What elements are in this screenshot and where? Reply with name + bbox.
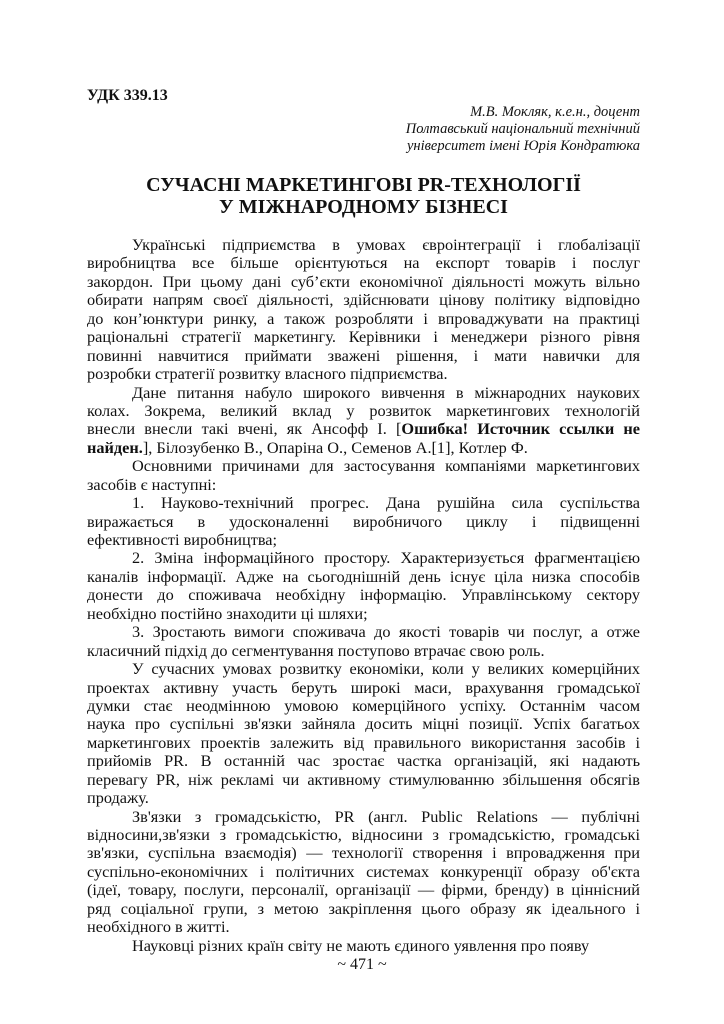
author-affiliation-2: університет імені Юрія Кондратюка — [406, 138, 640, 154]
text-line: виробництва все більше орієнтуються на експорт товарів і послуг — [87, 253, 640, 273]
title-line: СУЧАСНІ МАРКЕТИНГОВІ PR-ТЕХНОЛОГІЇ — [146, 174, 581, 196]
text-line: повинні навчитися приймати зважені рішення, і мати навички для — [87, 345, 640, 365]
text-line: Основними причинами для застосування компаніями маркетингових — [132, 456, 640, 476]
text-line: проектах активну участь беруть широкі маси, врахування громадської — [87, 677, 640, 697]
paragraph — [87, 808, 640, 937]
text-line: думки стає неодмінною умовою комерційного успіху. Останнім часом — [87, 695, 640, 715]
text-line: ряд соціальної групи, з метою закріплення цього образу як ідеального і — [87, 898, 640, 918]
text-line: ефективності виробництва; — [87, 530, 278, 549]
text-segment: ], Білозубенко В., Опаріна О., Семенов А.[1], Котлер Ф. — [142, 437, 528, 457]
text-line: колах. Зокрема, великий вклад у розвиток маркетингових технологій — [87, 400, 640, 420]
text-line: закордон. При цьому дані суб’єкти економічної діяльності можуть вільно — [87, 271, 640, 291]
paragraph — [87, 660, 640, 808]
text-line: перевагу PR, ніж рекламі чи активному стимулюванню збільшення обсягів — [87, 769, 640, 789]
article-body — [87, 236, 640, 955]
page-number: ~ 471 ~ — [337, 956, 387, 973]
text-line: 2. Зміна інформаційного простору. Характеризується фрагментацією — [132, 548, 640, 568]
text-line: Зв'язки з громадськістю, PR (англ. Public Relations — публічні — [132, 806, 640, 826]
author-affiliation-1: Полтавський національний технічний — [405, 121, 640, 137]
text-line: до кон’юнктури ринку, а також розробляти і впроваджувати на практиці — [87, 308, 640, 328]
author-name: М.В. Мокляк, к.е.н., доцент — [470, 104, 640, 120]
udk-code: УДК 339.13 — [87, 87, 168, 104]
text-line: каналів інформації. Адже на сьогоднішній день існує ціла низка способів — [87, 566, 640, 586]
text-line: У сучасних умовах розвитку економіки, коли у великих комерційних — [132, 659, 640, 679]
text-line: засобів є наступні: — [87, 474, 217, 494]
text-line: продажу. — [87, 788, 149, 808]
bold-text-segment: Ошибка! Источник ссылки не — [401, 419, 640, 439]
bold-text-segment: найден. — [87, 437, 143, 457]
paragraph — [87, 236, 640, 384]
text-line: необхідно постійно знаходити ці шляхи; — [87, 603, 368, 623]
text-line: донести до споживача необхідну інформацію. Управлінському сектору — [87, 585, 640, 605]
paragraph — [87, 457, 640, 494]
text-line: Українські підприємства в умовах євроінтеграції і глобалізації — [132, 235, 640, 254]
author-block — [406, 104, 640, 155]
text-line — [87, 420, 640, 438]
text-line: (ідеї, товару, послуги, персоналії, організації — фірми, бренду) в ціннісний — [87, 880, 640, 900]
paragraph — [87, 384, 640, 458]
text-line: маркетингових проектів залежить від правильного використання засобів і — [87, 732, 640, 752]
text-line: прийомів PR. В останній час зростає частка організацій, які надають — [87, 751, 640, 771]
paragraph — [87, 549, 640, 623]
paragraph — [87, 623, 640, 660]
text-line: відносини,зв'язки з громадськістю, відносини з громадськістю, громадські — [87, 825, 640, 844]
text-line — [87, 439, 640, 457]
paragraph — [87, 937, 640, 955]
text-line: розробки стратегії розвитку власного підприємства. — [87, 364, 448, 384]
text-line: наука про суспільні зв'язки зайняла досить міцні позиції. Успіх багатьох — [87, 714, 640, 734]
text-line: Дане питання набуло широкого вивчення в міжнародних наукових — [132, 382, 640, 402]
text-line: обирати напрям своєї діяльності, здійснювати цінову політику відповідно — [87, 290, 640, 310]
article-title — [87, 174, 640, 218]
text-line: раціональні стратегії маркетингу. Керівники і менеджери різного рівня — [87, 327, 640, 347]
text-line: 3. Зростають вимоги споживача до якості товарів чи послуг, а отже — [132, 622, 640, 642]
text-line: класичний підхід до сегментування поступово втрачає свою роль. — [87, 640, 545, 660]
text-line: зв'язки, суспільна взаємодія) — технології створення і впровадження при — [87, 843, 640, 863]
paragraph — [87, 494, 640, 549]
text-line: Науковці різних країн світу не мають єдиного уявлення про появу — [132, 935, 590, 955]
text-segment: внесли внесли такі вчені, як Ансофф І. [ — [87, 419, 402, 439]
text-line: необхідного в житті. — [87, 917, 230, 937]
text-line: суспільно-економічних і політичних системах конкуренції образу об'єкта — [87, 861, 640, 881]
text-line: 1. Науково-технічний прогрес. Дана рушійна сила суспільства — [132, 493, 640, 513]
text-line: виражається в удосконаленні виробничого циклу і підвищенні — [87, 511, 640, 531]
title-line: У МІЖНАРОДНОМУ БІЗНЕСІ — [219, 196, 508, 218]
